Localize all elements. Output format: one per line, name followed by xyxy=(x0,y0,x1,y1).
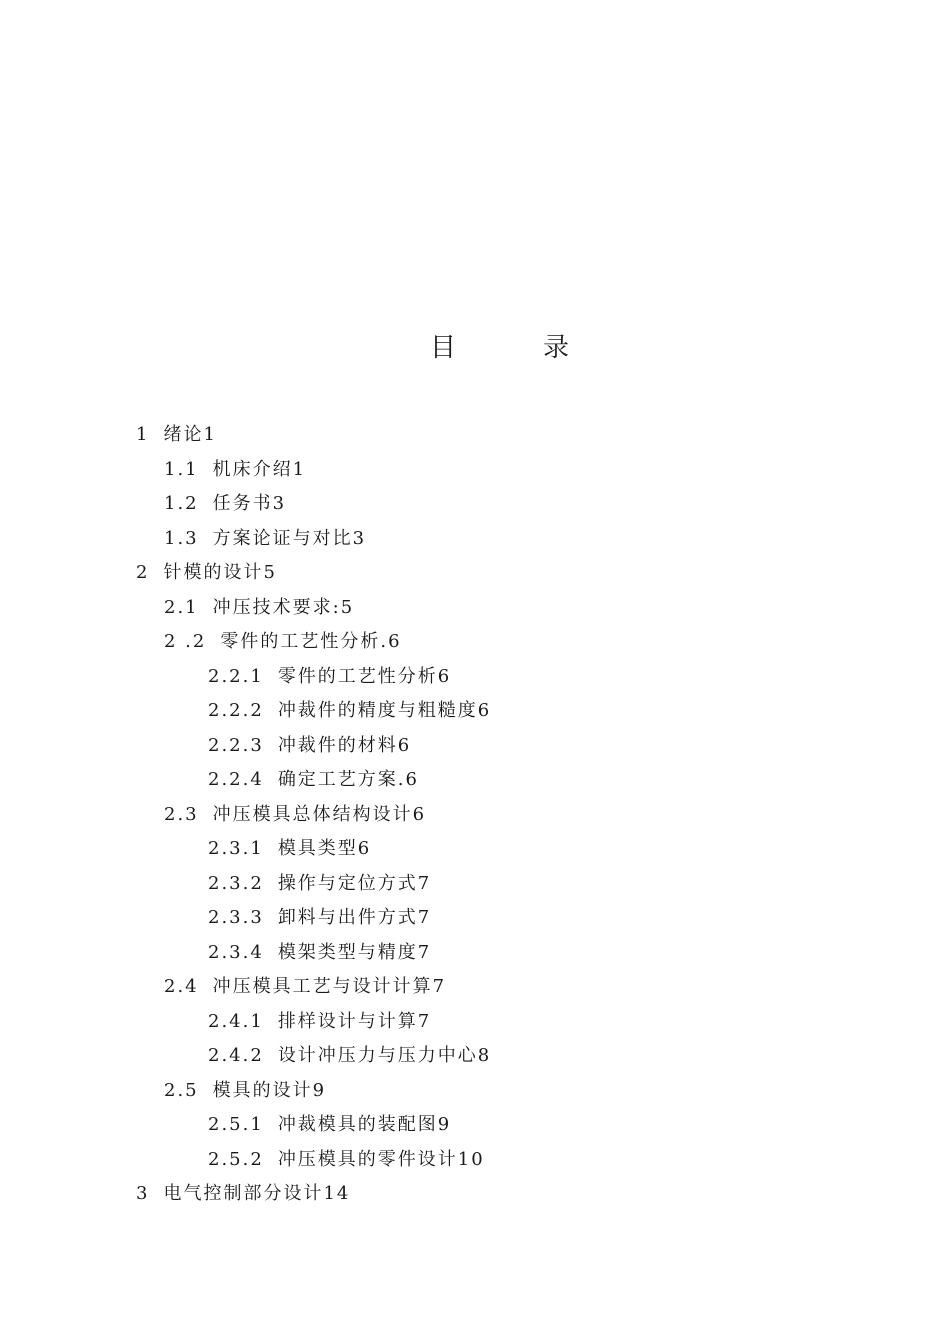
toc-entry-number: 3 xyxy=(136,1183,150,1204)
toc-entry-number: 2 .2 xyxy=(164,631,207,652)
toc-entry[interactable] xyxy=(208,1108,451,1142)
toc-entry-number: 2.3 xyxy=(164,803,199,825)
toc-entry-title: 机床介绍1 xyxy=(212,458,307,480)
toc-entry-number: 2.2.4 xyxy=(208,769,264,790)
toc-entry-title: 绪论1 xyxy=(163,424,217,445)
toc-entry[interactable] xyxy=(208,1005,431,1039)
title-char-lu: 录 xyxy=(543,333,570,363)
toc-entry-number: 2.3.3 xyxy=(208,907,264,928)
toc-entry-title: 确定工艺方案.6 xyxy=(277,769,419,790)
toc-entry[interactable] xyxy=(136,556,277,590)
toc-entry[interactable] xyxy=(208,694,491,728)
toc-entry-title: 模架类型与精度7 xyxy=(277,941,432,963)
toc-entry-number: 2.3.2 xyxy=(208,872,264,894)
toc-entry[interactable] xyxy=(136,1177,350,1211)
toc-entry-title: 模具类型6 xyxy=(277,838,372,859)
toc-entry-title: 方案论证与对比3 xyxy=(212,527,367,549)
toc-entry-number: 2.5 xyxy=(164,1079,199,1101)
toc-entry[interactable] xyxy=(136,418,217,452)
toc-entry[interactable] xyxy=(208,1143,485,1177)
toc-entry[interactable] xyxy=(164,591,354,625)
toc-entry-number: 2.1 xyxy=(164,596,199,618)
toc-entry-number: 2.3.1 xyxy=(208,838,264,859)
toc-entry-number: 1.2 xyxy=(164,493,199,514)
toc-entry-title: 零件的工艺性分析6 xyxy=(277,665,452,687)
toc-entry-title: 针模的设计5 xyxy=(163,562,277,583)
toc-entry-number: 1 xyxy=(136,424,150,445)
toc-entry[interactable] xyxy=(208,901,431,935)
toc-entry-number: 2.4.2 xyxy=(208,1045,264,1066)
toc-entry[interactable] xyxy=(164,625,402,659)
toc-entry-number: 2.2.2 xyxy=(208,700,264,721)
toc-entry-number: 2.4 xyxy=(164,976,199,997)
toc-entry-number: 2.4.1 xyxy=(208,1010,264,1032)
toc-entry-title: 任务书3 xyxy=(212,493,287,514)
toc-entry-title: 模具的设计9 xyxy=(212,1079,327,1101)
toc-entry[interactable] xyxy=(208,763,419,797)
toc-entry[interactable] xyxy=(164,798,426,832)
toc-title xyxy=(0,328,950,368)
toc-entry-title: 冲裁模具的装配图9 xyxy=(277,1114,452,1135)
toc-entry-title: 排样设计与计算7 xyxy=(277,1010,432,1032)
title-char-mu: 目 xyxy=(430,333,457,363)
toc-entry[interactable] xyxy=(164,522,366,556)
toc-entry-title: 冲裁件的材料6 xyxy=(277,734,412,756)
toc-entry-number: 2.3.4 xyxy=(208,941,264,963)
toc-entry[interactable] xyxy=(164,1074,326,1108)
toc-entry[interactable] xyxy=(164,487,286,521)
toc-entry-number: 2.2.1 xyxy=(208,665,264,687)
toc-entry-number: 2.5.2 xyxy=(208,1148,264,1170)
toc-entry-title: 冲压技术要求:5 xyxy=(212,596,355,618)
toc-entry[interactable] xyxy=(208,660,451,694)
toc-entry[interactable] xyxy=(208,729,411,763)
toc-entry-title: 零件的工艺性分析.6 xyxy=(220,631,402,652)
toc-entry[interactable] xyxy=(208,867,431,901)
toc-entry-title: 设计冲压力与压力中心8 xyxy=(277,1045,492,1066)
toc-entry-number: 1.1 xyxy=(164,458,199,480)
toc-entry-number: 2.2.3 xyxy=(208,734,264,756)
toc-entry-title: 操作与定位方式7 xyxy=(277,872,432,894)
toc-entry-number: 2 xyxy=(136,562,150,583)
toc-entry[interactable] xyxy=(208,832,371,866)
toc-entry-number: 1.3 xyxy=(164,527,199,549)
toc-entry-title: 卸料与出件方式7 xyxy=(277,907,432,928)
toc-entry-title: 电气控制部分设计14 xyxy=(163,1183,351,1204)
toc-entry[interactable] xyxy=(208,936,431,970)
toc-entry[interactable] xyxy=(164,970,446,1004)
toc-entry-title: 冲压模具工艺与设计计算7 xyxy=(212,976,447,997)
toc-entry-title: 冲压模具总体结构设计6 xyxy=(212,803,427,825)
toc-entry[interactable] xyxy=(208,1039,491,1073)
toc-entry-title: 冲裁件的精度与粗糙度6 xyxy=(277,700,492,721)
toc-entry[interactable] xyxy=(164,453,306,487)
toc-entry-title: 冲压模具的零件设计10 xyxy=(277,1148,485,1170)
toc-entry-number: 2.5.1 xyxy=(208,1114,264,1135)
